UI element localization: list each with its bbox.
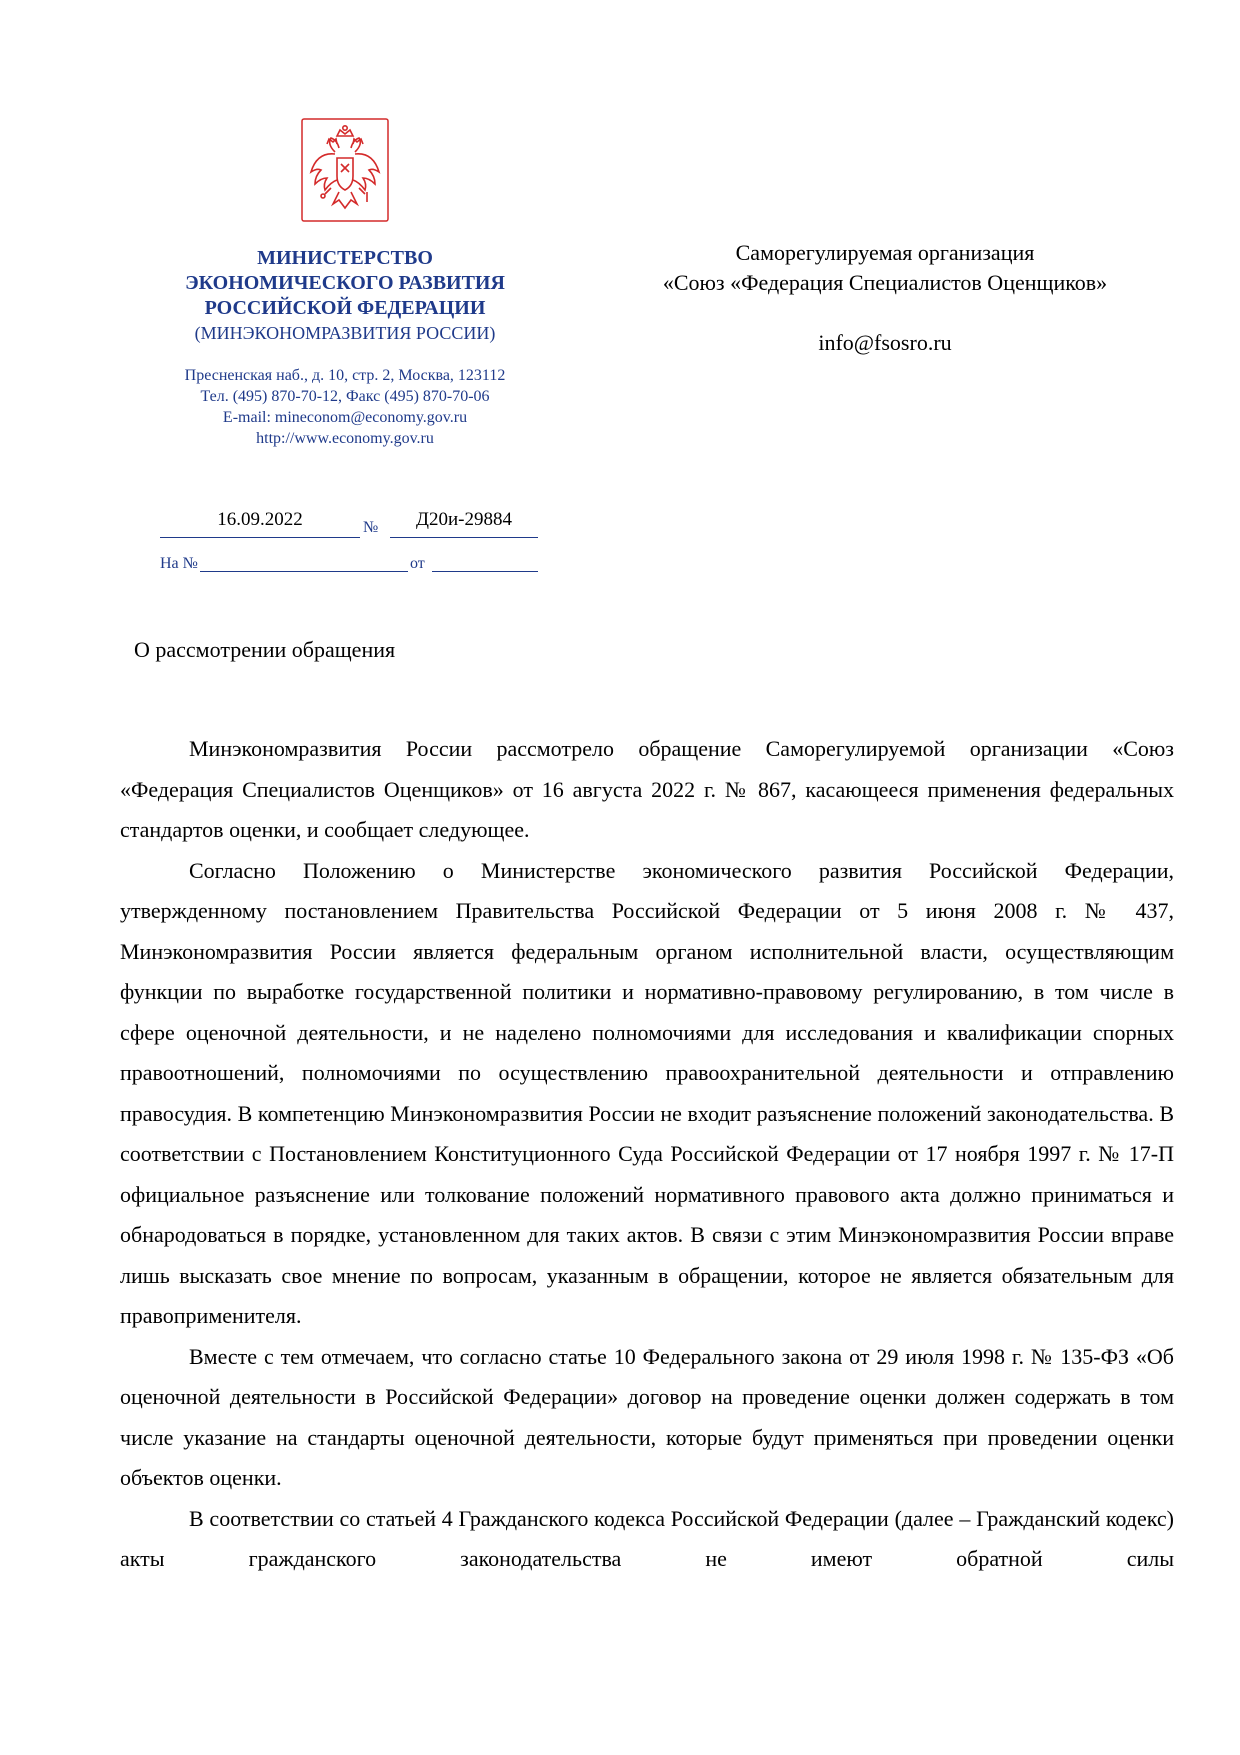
russian-coat-of-arms-icon	[301, 118, 389, 222]
body-paragraph-2: Согласно Положению о Министерстве экономического развития Российской Федерации, утвержденному постановлением Правительства Российской Федерации от 5 июня 2008 г. № 437, Минэкономразвития России является федеральным органом исполнительной власти, осуществляющим функции по выработке государственной политики и нормативно-правовому регулированию, в том числе в сфере оценочной деятельности, и не наделено полномочиями для исследования и квалификации спорных правоотношений, полномочиями по осуществлению правоохранительной деятельности и отправлению правосудия. В компетенцию Минэкономразвития России не входит разъяснение положений законодательства. В соответствии с Постановлением Конституционного Суда Российской Федерации от 17 ноября 1997 г. № 17-П официальное разъяснение или толкование положений нормативного правового акта должно приниматься и обнародоваться в порядке, установленном для таких актов. В связи с этим Минэкономразвития России вправе лишь высказать свое мнение по вопросам, указанным в обращении, которое не является обязательным для правоприменителя.	[120, 857, 1174, 1328]
ministry-name-line2: ЭКОНОМИЧЕСКОГО РАЗВИТИЯ	[185, 272, 505, 294]
ministry-name-line1: МИНИСТЕРСТВО	[257, 247, 433, 269]
ministry-name-line3: РОССИЙСКОЙ ФЕДЕРАЦИИ	[204, 297, 486, 319]
reference-line	[160, 551, 540, 575]
recipient-line1: Саморегулируемая организация	[735, 240, 1035, 265]
ministry-address: Пресненская наб., д. 10, стр. 2, Москва, 123112	[184, 367, 506, 384]
document-date: 16.09.2022	[160, 507, 360, 538]
registration-block	[160, 507, 540, 572]
body-paragraph-1: Минэкономразвития России рассмотрело обращение Саморегулируемой организации «Союз «Федерация Специалистов Оценщиков» от 16 августа 2022 г. № 867, касающееся применения федеральных стандартов оценки, и сообщает следующее.	[120, 736, 1174, 842]
reference-number-blank	[200, 551, 408, 572]
number-label: №	[363, 519, 379, 536]
ministry-short-name: (МИНЭКОНОМРАЗВИТИЯ РОССИИ)	[194, 323, 496, 343]
body-paragraph-4: В соответствии со статьей 4 Гражданского кодекса Российской Федерации (далее – Гражданский кодекс) акты гражданского законодательства не имеют обратной силы	[120, 1505, 1174, 1571]
reference-date-blank	[432, 551, 538, 572]
document-number: Д20и-29884	[390, 507, 538, 538]
ministry-phone: Тел. (495) 870-70-12, Факс (495) 870-70-06	[200, 388, 490, 405]
registration-line	[160, 507, 540, 539]
reference-date-label: от	[410, 555, 425, 572]
letter-subject: О рассмотрении обращения	[134, 637, 396, 662]
letter-body	[120, 729, 1174, 1580]
body-paragraph-3: Вместе с тем отмечаем, что согласно статье 10 Федерального закона от 29 июля 1998 г. № 135-ФЗ «Об оценочной деятельности в Российской Федерации» договор на проведение оценки должен содержать в том числе указание на стандарты оценочной деятельности, которые будут применяться при проведении оценки объектов оценки.	[120, 1343, 1174, 1490]
ministry-website[interactable]: http://www.economy.gov.ru	[256, 430, 434, 447]
ministry-email[interactable]: E-mail: mineconom@economy.gov.ru	[222, 409, 468, 426]
ministry-contacts	[135, 365, 555, 449]
letterhead	[135, 118, 555, 449]
recipient-email[interactable]: info@fsosro.ru	[818, 330, 952, 355]
ministry-name	[135, 246, 555, 321]
recipient-block	[595, 238, 1175, 358]
reference-number-label: На №	[160, 555, 198, 572]
recipient-line2: «Союз «Федерация Специалистов Оценщиков»	[662, 270, 1108, 295]
